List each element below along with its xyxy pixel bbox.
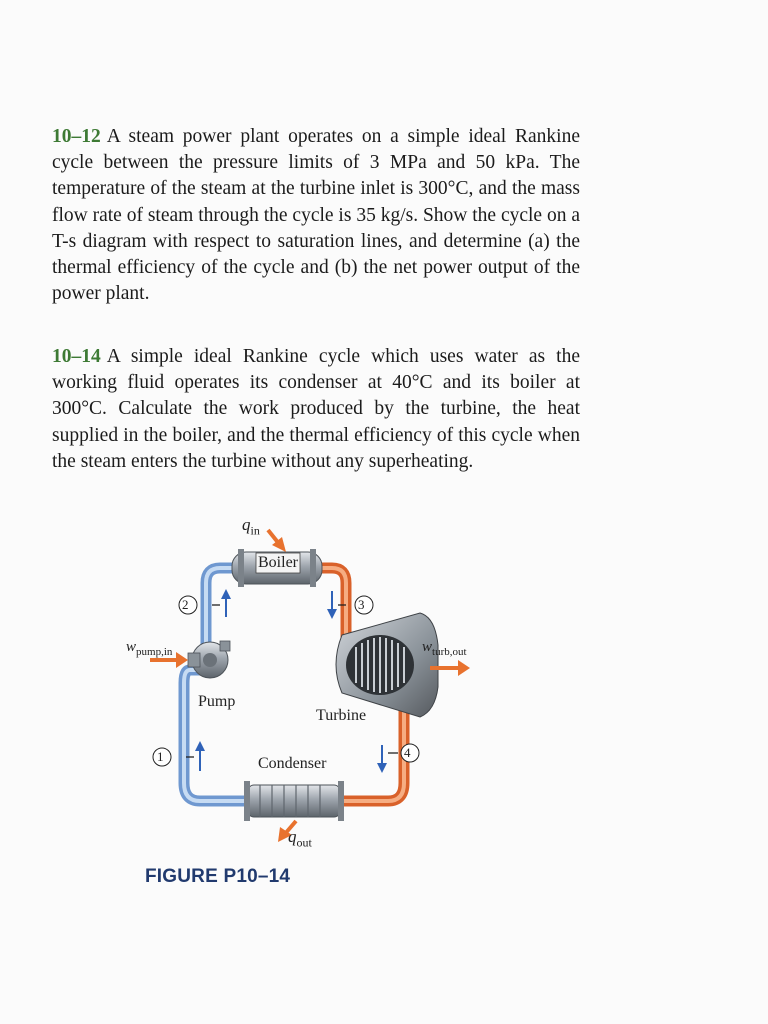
state-4-label: 4 (404, 745, 411, 760)
problem-10-12 (52, 124, 580, 307)
figure-caption: FIGURE P10–14 (145, 866, 291, 887)
problem-text: A simple ideal Rankine cycle which uses water as the working fluid operates its condenser at 40°C and its boiler at 300°C. Calculate the work produced by the turbine, the heat supplied in the boiler, and the thermal efficiency of this cycle when the steam enters the turbine without any superheating. (52, 346, 580, 472)
problem-text: A steam power plant operates on a simple ideal Rankine cycle between the pressure limits of 3 MPa and 50 kPa. The temperature of the steam at the turbine inlet is 300°C, and the mass flow rate of steam through the cycle is 35 kg/s. Show the cycle on a T-s diagram with respect to saturation lines, and determine (a) the thermal efficiency of the cycle and (b) the net power output of the power plant. (52, 126, 580, 305)
flow-arrow-4 (377, 745, 398, 773)
pump-label: Pump (198, 693, 236, 710)
problem-number: 10–14 (52, 346, 101, 367)
w-pump-label: $w_{pump,in}$ (126, 639, 173, 658)
q-in-arrow (268, 530, 286, 552)
w-turb-label: $w_{turb,out}$ (422, 639, 467, 658)
q-in-label: $q_{in}$ (242, 515, 260, 538)
condenser (244, 781, 344, 821)
problem-number: 10–12 (52, 126, 101, 147)
boiler-label: Boiler (258, 554, 298, 571)
rankine-cycle-diagram (120, 505, 500, 900)
state-3-label: 3 (358, 597, 365, 612)
q-out-label: $q_{out}$ (288, 827, 312, 850)
problem-10-14 (52, 344, 580, 475)
flow-arrow-2 (212, 589, 231, 617)
condenser-label: Condenser (258, 755, 327, 772)
turbine-label: Turbine (316, 707, 367, 724)
state-1-label: 1 (157, 749, 164, 764)
state-2-label: 2 (182, 597, 189, 612)
